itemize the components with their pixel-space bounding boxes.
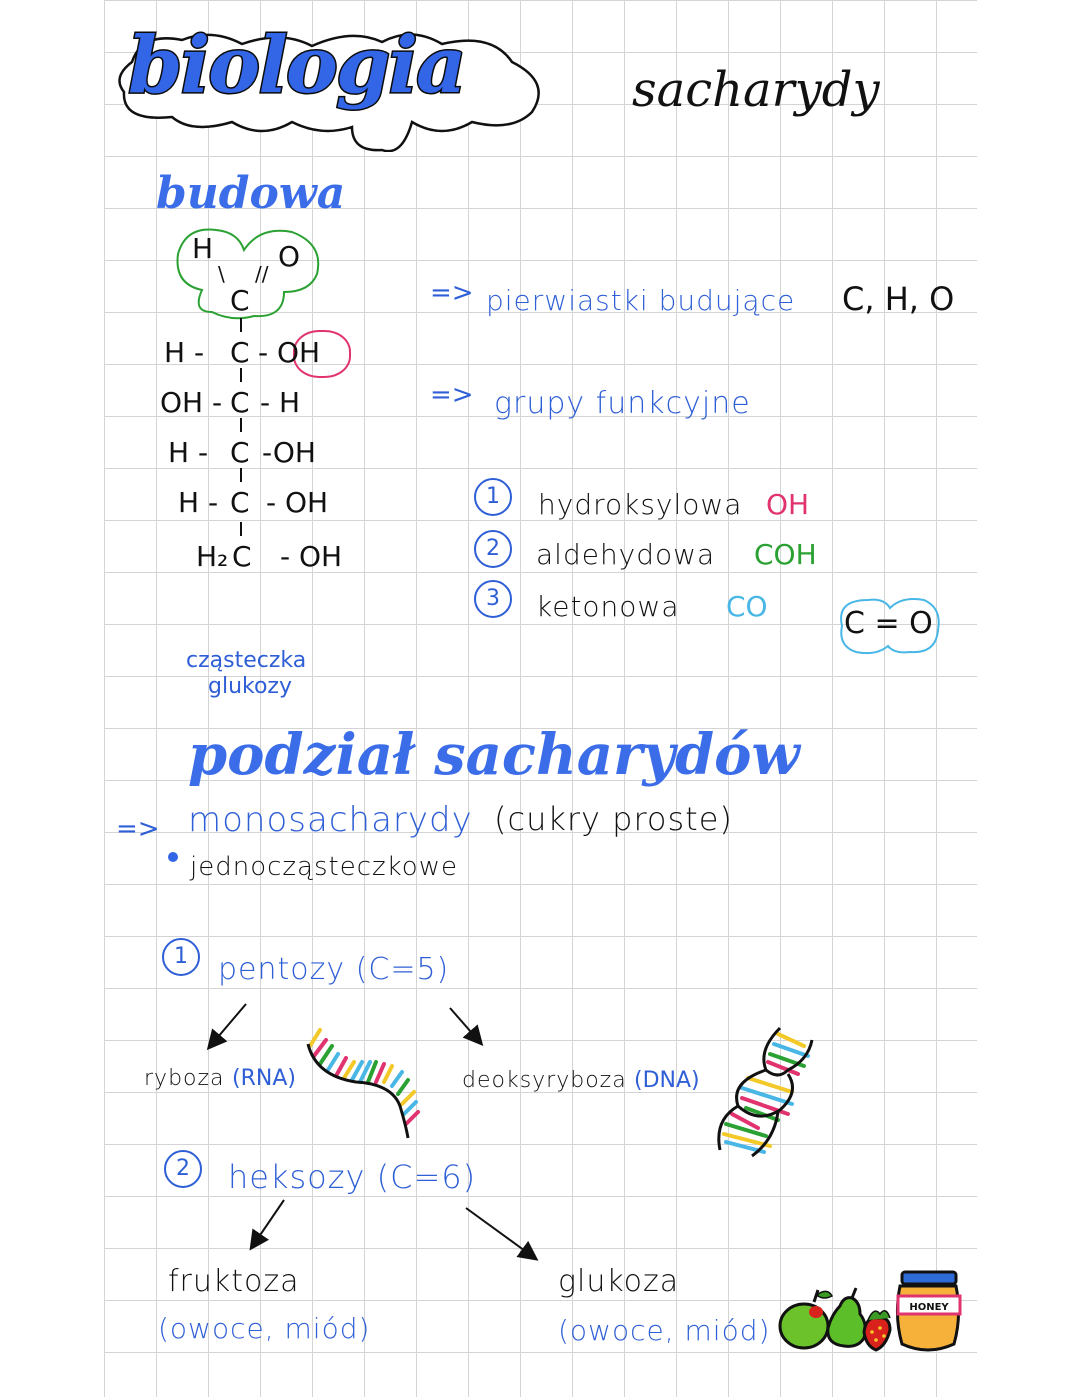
- group-name: hydroksylowa: [538, 488, 743, 521]
- arrow-implies: =>: [430, 380, 474, 410]
- molecule-o-top: O: [278, 240, 301, 273]
- section-heading-division: podział sacharydów: [188, 722, 800, 788]
- bullet-text: jednocząsteczkowe: [190, 852, 458, 882]
- fruits-and-honey-illustration: [774, 1266, 964, 1356]
- group-name: ketonowa: [536, 590, 680, 623]
- bond-h: \: [218, 262, 225, 286]
- row5-left: H₂: [196, 540, 229, 573]
- topic-subtitle: sacharydy: [632, 62, 880, 118]
- elements-value: C, H, O: [842, 280, 955, 318]
- pentoses-label: pentozy (C=5): [218, 952, 450, 987]
- elements-label: pierwiastki budujące: [486, 284, 796, 317]
- fructose-note: (owoce, miód): [158, 1312, 371, 1345]
- arrow-implies: =>: [430, 278, 474, 308]
- row4-right: - OH: [266, 486, 329, 519]
- carbon-5: C: [230, 486, 250, 519]
- ribose-tag: (RNA): [232, 1066, 296, 1091]
- carbon-1: C: [230, 284, 250, 317]
- hexoses-label: heksozy (C=6): [228, 1158, 477, 1196]
- carbon-2: C: [230, 336, 250, 369]
- group-formula-coh: COH: [754, 538, 817, 571]
- section-heading-structure: budowa: [156, 168, 346, 219]
- number-badge: 1: [474, 478, 512, 516]
- row4-left: H -: [178, 486, 219, 519]
- carbon-6: C: [232, 540, 252, 573]
- number-badge: 2: [164, 1150, 202, 1188]
- molecule-caption-line2: glukozy: [208, 674, 293, 699]
- molecule-caption-line1: cząsteczka: [186, 648, 307, 673]
- row5-right: - OH: [280, 540, 343, 573]
- number-badge: 3: [474, 580, 512, 618]
- row3-left: H -: [168, 436, 209, 469]
- carbon-4: C: [230, 436, 250, 469]
- fructose-name: fruktoza: [168, 1264, 300, 1299]
- ribose-name: ryboza: [144, 1066, 225, 1091]
- molecule-h-top: H: [192, 232, 214, 265]
- row2-left: OH -: [160, 386, 223, 419]
- rna-strand-icon: [296, 1026, 436, 1142]
- glucose-name: glukoza: [558, 1264, 680, 1299]
- monosaccharides-label: monosacharydy: [188, 800, 473, 840]
- number-badge: 1: [162, 938, 200, 976]
- honey-label: HONEY: [909, 1302, 949, 1313]
- deoxyribose-tag: (DNA): [634, 1068, 700, 1093]
- group-formula-oh: OH: [766, 488, 810, 521]
- number-badge: 2: [474, 530, 512, 568]
- double-bond: //: [255, 262, 269, 286]
- group-formula-co: CO: [726, 590, 768, 623]
- monosaccharides-note: (cukry proste): [494, 800, 733, 838]
- row2-right: - H: [260, 386, 301, 419]
- row1-left: H -: [164, 336, 205, 369]
- dna-helix-icon: [708, 1020, 828, 1160]
- deoxyribose-name: deoksyryboza: [462, 1068, 627, 1093]
- functional-groups-label: grupy funkcyjne: [494, 386, 751, 421]
- glucose-note: (owoce, miód): [558, 1314, 771, 1347]
- ketone-structure: C = O: [844, 606, 933, 641]
- row3-right: -OH: [262, 436, 316, 469]
- row1-right: - OH: [258, 336, 321, 369]
- app-title: biologia: [128, 20, 465, 111]
- carbon-3: C: [230, 386, 250, 419]
- arrow-implies: =>: [116, 814, 160, 844]
- group-name: aldehydowa: [536, 538, 716, 571]
